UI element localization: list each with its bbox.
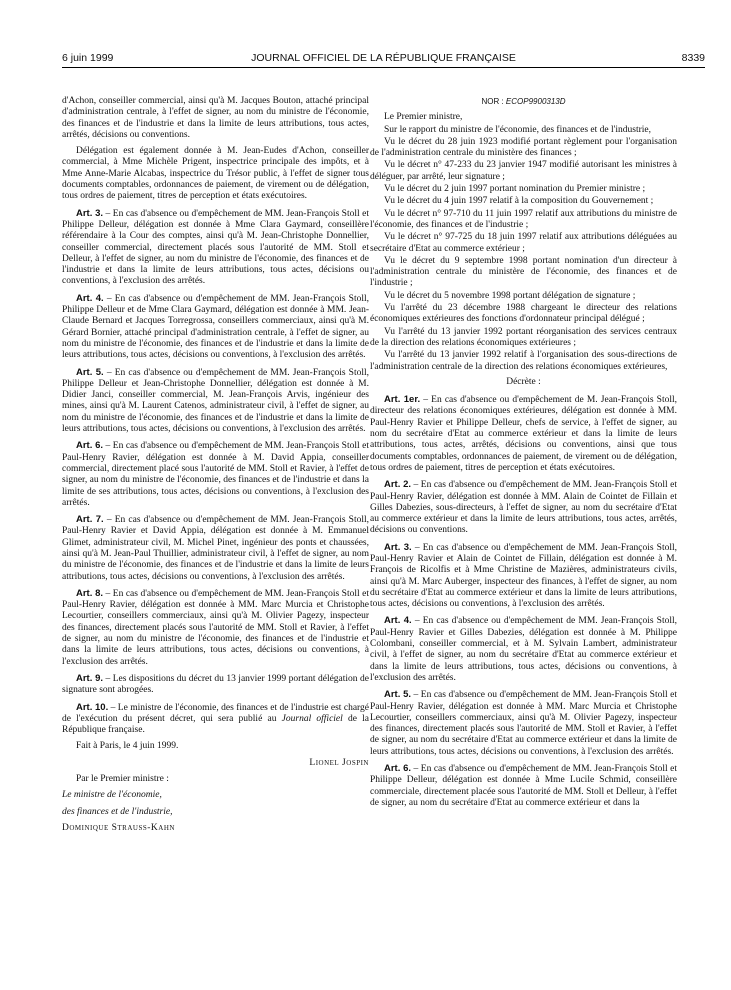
nor-code: ECOP9900313D (505, 97, 566, 106)
visa: Vu le décret du 28 juin 1923 modifié portant règlement pour l'organisation de l'administration centrale du ministère des finances ; (370, 136, 677, 159)
header-rule (62, 67, 705, 68)
article-text: – Les dispositions du décret du 13 janvier 1999 portant délégation de signature sont abrogées. (62, 673, 369, 696)
preamble: Le Premier ministre, (384, 112, 463, 123)
left-column (62, 96, 369, 839)
minister-name: Dominique Strauss-Kahn (62, 822, 175, 833)
article-6 (62, 440, 369, 509)
article-7 (62, 514, 369, 583)
article-6 (370, 763, 677, 809)
article-label: Art. 9. (76, 672, 104, 684)
article-8 (62, 588, 369, 668)
minister-title-line2: des finances et de l'industrie, (62, 806, 173, 817)
article-label: Art. 6. (384, 763, 412, 775)
visa: Vu l'arrêté du 13 janvier 1992 relatif à l'organisation des sous-directions de l'administration centrale de la direction des relations économiques extérieures, (370, 350, 677, 372)
nor-reference (370, 96, 677, 107)
article-label: Art. 4. (76, 292, 104, 304)
article-text: – En cas d'absence ou d'empêchement de M. Jean-François Stoll, directeur des relations économiques extérieures, délégation est donnée à MM. Paul-Henry Ravier et Philippe Delleur, chefs de service, à l'effet de signer, au nom du secrétaire d'Etat au commerce extérieur et dans la limite de leurs attributions, tous actes, arrêtés, décisions ou conventions, ainsi que tous documents comptables, ordonnances de paiement, de virement ou de délégation, tous ordres de paiement, titres de perception et états exécutoires. (370, 395, 677, 473)
article-text: de la République française. (62, 713, 370, 736)
article-text: – En cas d'absence ou d'empêchement de MM. Jean-François Stoll et Philippe Delleur, délégation est donnée à Mme Lucile Schmid, conseillère commerciale, directement placée sous l'autorité de MM. Stoll et Delleur, à l'effet de signer, au nom du secrétaire d'Etat au commerce extérieur et dans la (370, 764, 677, 808)
article-3 (62, 208, 369, 288)
article-5 (62, 367, 369, 436)
article-5 (370, 689, 677, 758)
article-label: Art. 4. (384, 615, 412, 627)
article-text: – En cas d'absence ou d'empêchement de MM. Jean-François Stoll et Paul-Henry Ravier, délégation est donnée à MM. Marc Murcia et Christophe Lecourtier, conseillers commerciaux, ainsi qu'à M. Olivier Pagezy, inspecteur des finances, directement placés sous l'autorité de MM. Stoll et Ravier, à l'effet de signer, au nom du ministre de l'économie, des finances et de l'industrie et dans la limite de leurs attributions, tous actes, décisions ou conventions, à l'exclusion des arrêtés. (62, 588, 369, 667)
place-date: Fait à Paris, le 4 juin 1999. (76, 741, 179, 752)
visa: Vu le décret n° 47-233 du 23 janvier 1947 modifié autorisant les ministres à déléguer, par arrêté, leur signature ; (370, 160, 677, 182)
article-3 (370, 542, 677, 611)
article-label: Art. 8. (76, 587, 104, 599)
article-label: Art. 7. (76, 514, 104, 526)
paragraph: d'Achon, conseiller commercial, ainsi qu'à M. Jacques Bouton, attaché principal d'administration centrale, à l'effet de signer, au nom du ministre de l'économie, des finances et de l'industrie et dans la limite de leurs attributions, tous actes, arrêtés, décisions ou conventions. (62, 96, 369, 140)
article-text: – En cas d'absence ou d'empêchement de MM. Jean-François Stoll, Paul-Henry Ravier et David Appia, délégation est donnée à M. Emmanuel Glimet, administrateur civil, M. Michel Pinet, ingénieur des ponts et chaussées, ainsi qu'à M. Jean-Paul Thuillier, administrateur civil, à l'effet de signer, au nom du ministre de l'économie, des finances et de l'industrie et dans la limite de leurs attributions, tous actes, décisions ou conventions, à l'exclusion des arrêtés. (62, 515, 369, 582)
visa: Vu l'arrêté du 23 décembre 1988 chargeant le directeur des relations économiques extérieures des fonctions d'ordonnateur principal délégué ; (370, 303, 677, 325)
visa: Vu le décret n° 97-725 du 18 juin 1997 relatif aux attributions déléguées au secrétaire d'Etat au commerce extérieur ; (370, 232, 677, 254)
visa: Vu le décret du 9 septembre 1998 portant nomination d'un directeur à l'administration centrale du ministère de l'économie, des finances et de l'industrie ; (370, 255, 677, 289)
article-10 (62, 702, 369, 737)
article-text: – En cas d'absence ou d'empêchement de MM. Jean-François Stoll et Paul-Henry Ravier, délégation est donnée à MM. Alain de Cointet de Fillain et Gilles Dabezies, sous-directeurs, à l'effet de signer, au nom du secrétaire d'Etat au commerce extérieur et dans la limite de leurs attributions, tous actes, arrêtés, décisions ou conventions. (370, 480, 677, 536)
visa: Vu le décret du 2 juin 1997 portant nomination du Premier ministre ; (384, 184, 646, 195)
article-text: – Le ministre de l'économie, des finances et de l'industrie est chargé de l'exécution du présent décret, qui sera publié au (62, 702, 369, 724)
nor-label: NOR : (481, 97, 506, 106)
article-label: Art. 5. (76, 366, 104, 378)
decree-heading: Décrète : (506, 376, 541, 387)
page-number: 8339 (681, 52, 705, 64)
article-label: Art. 2. (384, 479, 412, 491)
article-text: – En cas d'absence ou d'empêchement de MM. Jean-François Stoll et Paul-Henry Ravier, délégation est donnée à MM. Marc Murcia et Christophe Lecourtier, conseillers commerciaux, ainsi qu'à M. Olivier Pagezy, inspecteur des finances, directement placés sous l'autorité de MM. Stoll et Ravier, à l'effet de signer, au nom du secrétaire d'Etat au commerce extérieur et dans la limite de leurs attributions, tous actes, décisions ou conventions, à l'exclusion des arrêtés. (370, 690, 677, 757)
article-label: Art. 3. (76, 207, 104, 219)
signatory-name: Lionel Jospin (309, 757, 369, 768)
journal-title: JOURNAL OFFICIEL DE LA RÉPUBLIQUE FRANÇAISE (251, 52, 516, 64)
article-1 (370, 394, 677, 474)
article-text: – En cas d'absence ou d'empêchement de MM. Jean-François Stoll, Paul-Henry Ravier et Alain de Cointet de Fillain, délégation est donnée à M. François de Ricolfis et à Mme Christine de Mazières, administrateurs civils, ainsi qu'à M. Marc Auberger, inspecteur des finances, à l'effet de signer, au nom du secrétaire d'Etat au commerce extérieur et dans la limite de leurs attributions, tous actes, décisions ou conventions, à l'exclusion des arrêtés. (370, 542, 677, 610)
article-text: – En cas d'absence ou d'empêchement de MM. Jean-François Stoll et Philippe Delleur, délégation est donnée à Mme Clara Gaymard, conseillère référendaire à la Cour des comptes, ainsi qu'à M. Jean-Christophe Donnellier, conseiller commercial, directement placés sous l'autorité de MM. Stoll et Delleur, à l'effet de signer, au nom du ministre de l'économie, des finances et de l'industrie et dans la limite de leurs attributions, tous actes, décisions ou conventions, à l'exclusion des arrêtés. (62, 208, 369, 287)
article-label: Art. 5. (384, 689, 412, 701)
visa: Vu le décret du 5 novembre 1998 portant délégation de signature ; (384, 290, 636, 301)
journal-reference: Journal officiel (281, 713, 343, 724)
visa: Vu l'arrêté du 13 janvier 1992 portant réorganisation des services centraux de la direction des relations économiques extérieures ; (370, 326, 677, 348)
article-text: – En cas d'absence ou d'empêchement de MM. Jean-François Stoll, Philippe Delleur et Jean-Christophe Donnellier, délégation est donnée à M. Didier Janci, conseiller commercial, M. Jean-François Arvis, ingénieur des mines, ainsi qu'à M. Laurent Catenos, administrateur civil, à l'effet de signer, au nom du ministre de l'économie, des finances et de l'industrie et dans la limite de leurs attributions, tous actes, décisions ou conventions, à l'exclusion des arrêtés. (62, 367, 369, 435)
minister-title-line1: Le ministre de l'économie, (62, 790, 162, 801)
article-9 (62, 673, 369, 697)
right-column (370, 96, 677, 814)
visa: Vu le décret n° 97-710 du 11 juin 1997 relatif aux attributions du ministre de l'économie, des finances et de l'industrie ; (370, 208, 677, 230)
article-4 (370, 615, 677, 684)
article-label: Art. 3. (384, 541, 412, 553)
header-date: 6 juin 1999 (62, 52, 114, 64)
preamble: Sur le rapport du ministre de l'économie, des finances et de l'industrie, (384, 124, 651, 135)
article-label: Art. 6. (76, 440, 104, 452)
article-4 (62, 293, 369, 362)
visa: Vu le décret du 4 juin 1997 relatif à la composition du Gouvernement ; (384, 196, 654, 207)
article-text: – En cas d'absence ou d'empêchement de MM. Jean-François Stoll et Paul-Henry Ravier, délégation est donnée à M. David Appia, conseiller commercial, directement placé sous l'autorité de MM. Stoll et Ravier, à l'effet de signer, au nom du ministre de l'économie, des finances et de l'industrie et dans la limite de ses attributions, tous actes, décisions ou conventions, à l'exclusion des arrêtés. (62, 441, 369, 508)
by-premier: Par le Premier ministre : (76, 774, 169, 785)
paragraph: Délégation est également donnée à M. Jean-Eudes d'Achon, conseiller commercial, à Mme Michèle Prigent, inspectrice principale des impôts, et à Mme Anne-Marie Alcabas, inspectrice du Trésor public, à l'effet de signer tous documents comptables, ordonnances de paiement, de virement ou de délégation, tous ordres de paiement, titres de perception et états exécutoires. (62, 146, 369, 202)
article-label: Art. 1er. (384, 394, 421, 406)
article-label: Art. 10. (76, 701, 109, 713)
article-2 (370, 479, 677, 536)
article-text: – En cas d'absence ou d'empêchement de MM. Jean-François Stoll, Paul-Henry Ravier et Gilles Dabezies, délégation est donnée à M. Philippe Colombani, conseiller commercial, et à M. Sylvain Lambert, administrateur civil, à l'effet de signer, au nom du secrétaire d'Etat au commerce extérieur et dans la limite de leurs attributions, tous actes, décisions ou conventions, à l'exclusion des arrêtés. (370, 616, 677, 683)
article-text: – En cas d'absence ou d'empêchement de MM. Jean-François Stoll, Philippe Delleur et de Mme Clara Gaymard, délégation est donnée à MM. Jean-Claude Bernard et Jacques Torregrossa, conseillers commerciaux, ainsi qu'à M. Gérard Bornier, attaché principal d'administration centrale, à l'effet de signer, au nom du ministre de l'économie, des finances et de l'industrie et dans la limite de leurs attributions, tous actes, décisions ou conventions, à l'exclusion des arrêtés. (62, 293, 369, 361)
